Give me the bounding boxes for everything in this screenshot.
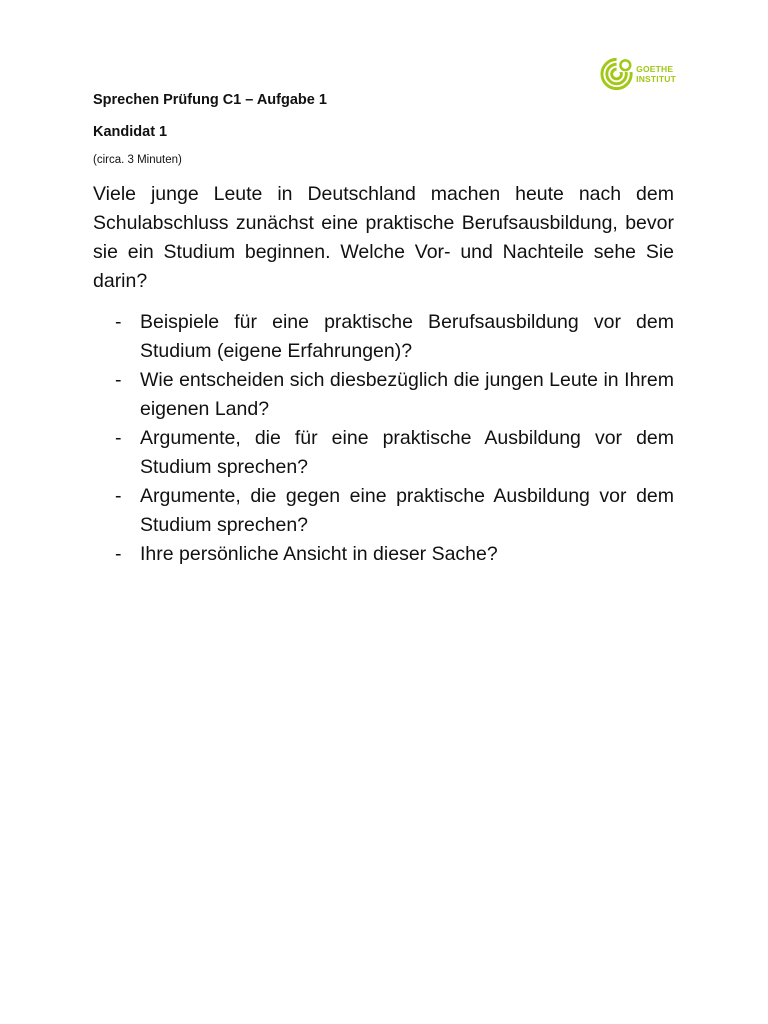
- bullet-dash: -: [115, 427, 122, 449]
- list-item-text: Argumente, die gegen eine praktische Ausbildung vor dem Studium sprechen?: [140, 485, 674, 536]
- list-item: [93, 540, 674, 569]
- bullet-dash: -: [115, 369, 122, 391]
- bullet-dash: -: [115, 485, 122, 507]
- logo-wordmark: [636, 64, 676, 84]
- logo-line-1: GOETHE: [636, 64, 674, 74]
- duration-note: (circa. 3 Minuten): [93, 154, 182, 166]
- list-item: [93, 366, 674, 424]
- list-item-text: Wie entscheiden sich diesbezüglich die jungen Leute in Ihrem eigenen Land?: [140, 369, 674, 420]
- task-question: Viele junge Leute in Deutschland machen heute nach dem Schulabschluss zunächst eine praktische Berufsausbildung, bevor sie ein Studium beginnen. Welche Vor- und Nachteile sehe Sie darin?: [93, 183, 674, 292]
- list-item: [93, 308, 674, 366]
- prompt-list: [93, 308, 674, 569]
- exam-title: Sprechen Prüfung C1 – Aufgabe 1: [93, 92, 327, 108]
- goethe-institut-logo: [600, 55, 676, 93]
- bullet-dash: -: [115, 311, 122, 333]
- list-item: [93, 482, 674, 540]
- goethe-logo-icon: [600, 57, 633, 91]
- candidate-label: Kandidat 1: [93, 124, 168, 140]
- bullet-dash: -: [115, 543, 122, 565]
- list-item-text: Ihre persönliche Ansicht in dieser Sache?: [140, 543, 498, 565]
- list-item-text: Argumente, die für eine praktische Ausbildung vor dem Studium sprechen?: [140, 427, 674, 478]
- list-item: [93, 424, 674, 482]
- logo-line-2: INSTITUT: [636, 74, 676, 84]
- list-item-text: Beispiele für eine praktische Berufsausbildung vor dem Studium (eigene Erfahrungen)?: [140, 311, 674, 362]
